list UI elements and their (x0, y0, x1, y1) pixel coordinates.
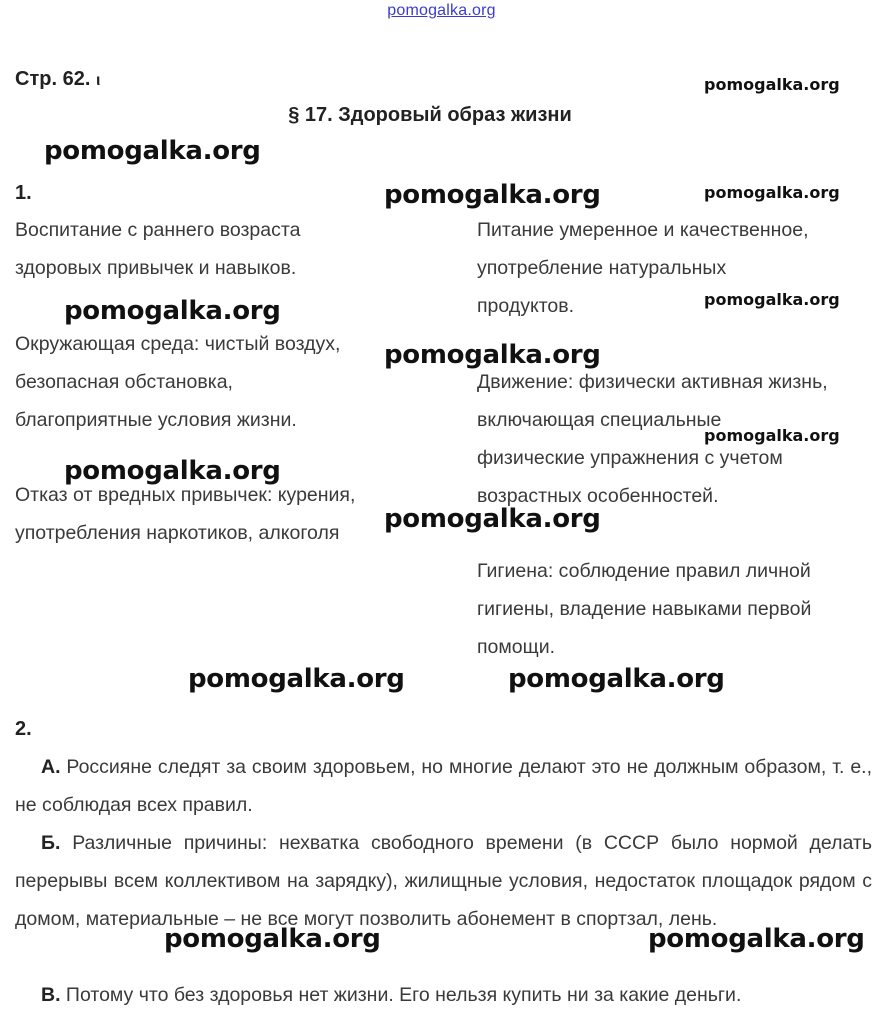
text-line: Гигиена: соблюдение правил личной (477, 560, 811, 582)
text-line: Воспитание с раннего возраста (15, 219, 301, 241)
text-line: помощи. (477, 636, 556, 658)
text-line: Окружающая среда: чистый воздух, (15, 333, 341, 355)
watermark: pomogalka.org (44, 136, 261, 166)
right-block-hygiene (477, 552, 811, 666)
text-line: употребления наркотиков, алкоголя (15, 522, 340, 544)
watermark: pomogalka.org (384, 504, 601, 534)
text-line: гигиены, владение навыками первой (477, 598, 812, 620)
site-link[interactable]: pomogalka.org (387, 2, 496, 19)
watermark: pomogalka.org (704, 183, 840, 202)
item-text: Потому что без здоровья нет жизни. Его нельзя купить ни за какие деньги. (65, 984, 742, 1006)
watermark: pomogalka.org (164, 924, 381, 954)
text-line: Питание умеренное и качественное, (477, 219, 809, 241)
section-title: § 17. Здоровый образ жизни (288, 104, 572, 126)
text-line: возрастных особенностей. (477, 485, 719, 507)
watermark: pomogalka.org (384, 340, 601, 370)
task2-item-a (15, 748, 872, 824)
left-block-bad-habits (15, 476, 355, 552)
page-ref-text: Стр. 62. (15, 68, 91, 90)
left-block-upbringing (15, 211, 300, 287)
text-line: благоприятные условия жизни. (15, 409, 297, 431)
page-ref (15, 68, 100, 91)
item-text: Россияне следят за своим здоровьем, но многие делают это не должным образом, т. е., не соблюдая всех правил. (15, 756, 872, 816)
watermark: pomogalka.org (704, 290, 840, 309)
item-label: В. (41, 984, 61, 1006)
text-line: Движение: физически активная жизнь, (477, 371, 828, 393)
text-line: здоровых привычек и навыков. (15, 257, 297, 279)
text-line: физические упражнения с учетом (477, 447, 783, 469)
task2-item-b (15, 824, 872, 938)
watermark: pomogalka.org (704, 426, 840, 445)
left-block-environment (15, 325, 340, 439)
item-label: Б. (41, 832, 61, 854)
text-line: Отказ от вредных привычек: курения, (15, 484, 356, 506)
task2-number: 2. (15, 718, 32, 740)
watermark: pomogalka.org (384, 180, 601, 210)
watermark: pomogalka.org (188, 664, 405, 694)
watermark: pomogalka.org (64, 296, 281, 326)
watermark: pomogalka.org (64, 456, 281, 486)
watermark: pomogalka.org (508, 664, 725, 694)
page-ref-mark: ι (95, 72, 101, 89)
watermark: pomogalka.org (704, 75, 840, 94)
text-line: употребление натуральных (477, 257, 727, 279)
item-label: А. (41, 756, 61, 778)
watermark: pomogalka.org (648, 924, 865, 954)
task2-item-c (15, 976, 872, 1014)
text-line: включающая специальные (477, 409, 722, 431)
item-text: Различные причины: нехватка свободного времени (в СССР было нормой делать перерывы всем коллективом на зарядку), жилищные условия, недостаток площадок рядом с домом, материальные – не все могут позволить абонемент в спортзал, лень. (15, 832, 873, 930)
text-line: безопасная обстановка, (15, 371, 233, 393)
task1-number: 1. (15, 182, 32, 204)
text-line: продуктов. (477, 295, 575, 317)
